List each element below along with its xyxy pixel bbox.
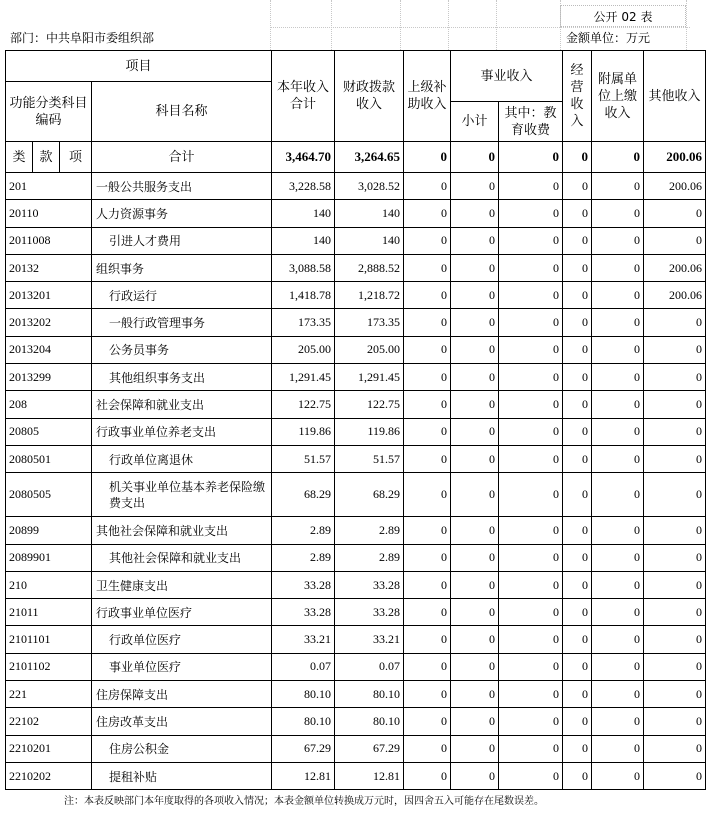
amount-cell: 0 [563, 544, 592, 571]
amount-cell: 0 [451, 282, 499, 309]
amount-cell: 80.10 [272, 681, 335, 708]
amount-cell: 173.35 [335, 309, 404, 336]
amount-cell: 119.86 [272, 418, 335, 445]
subject-code: 20110 [6, 200, 92, 227]
amount-cell: 0 [592, 626, 644, 653]
amount-cell: 0 [592, 762, 644, 789]
amount-cell: 0 [451, 762, 499, 789]
amount-cell: 0.07 [335, 653, 404, 680]
subject-code: 2089901 [6, 544, 92, 571]
amount-cell: 0 [451, 391, 499, 418]
amount-cell: 119.86 [335, 418, 404, 445]
amount-cell: 0 [404, 681, 451, 708]
sheet-gridline [496, 0, 497, 50]
header-operating: 经营收入 [563, 51, 592, 142]
amount-cell: 0 [644, 473, 706, 517]
header-education: 其中：教育收费 [499, 102, 563, 142]
amount-cell: 0 [563, 599, 592, 626]
amount-cell: 0 [499, 681, 563, 708]
income-table [5, 50, 706, 790]
header-item: 项目 [6, 51, 272, 82]
amount-cell: 0 [499, 200, 563, 227]
amount-cell: 1,418.78 [272, 282, 335, 309]
amount-cell: 0 [563, 173, 592, 200]
amount-cell: 0 [563, 762, 592, 789]
total-value: 0 [563, 142, 592, 173]
subject-code: 20805 [6, 418, 92, 445]
amount-cell: 0 [592, 681, 644, 708]
amount-cell: 0 [404, 227, 451, 254]
table-row [6, 200, 706, 227]
header-subject-name: 科目名称 [92, 82, 272, 142]
amount-cell: 0 [499, 282, 563, 309]
subject-name: 行政事业单位医疗 [92, 599, 272, 626]
amount-cell: 2.89 [272, 544, 335, 571]
subject-name: 行政单位离退休 [92, 445, 272, 472]
table-row [6, 364, 706, 391]
amount-cell: 0 [499, 473, 563, 517]
amount-cell: 0 [563, 653, 592, 680]
header-kuan: 款 [33, 142, 60, 173]
total-value: 0 [499, 142, 563, 173]
amount-cell: 0 [644, 227, 706, 254]
subject-code: 20899 [6, 517, 92, 544]
subject-code: 2011008 [6, 227, 92, 254]
amount-cell: 0 [404, 735, 451, 762]
amount-cell: 33.28 [335, 599, 404, 626]
amount-cell: 0 [563, 735, 592, 762]
subject-name: 行政单位医疗 [92, 626, 272, 653]
amount-cell: 0 [644, 762, 706, 789]
table-row [6, 445, 706, 472]
subject-name: 一般行政管理事务 [92, 309, 272, 336]
total-label: 合计 [92, 142, 272, 173]
amount-cell: 0 [592, 227, 644, 254]
amount-cell: 0 [451, 418, 499, 445]
amount-cell: 0 [404, 200, 451, 227]
subject-name: 住房保障支出 [92, 681, 272, 708]
table-row [6, 626, 706, 653]
amount-cell: 80.10 [335, 681, 404, 708]
total-value: 3,464.70 [272, 142, 335, 173]
sheet-gridline [331, 0, 332, 50]
amount-cell: 0 [451, 227, 499, 254]
amount-cell: 0 [404, 517, 451, 544]
subject-code: 21011 [6, 599, 92, 626]
amount-cell: 0 [451, 309, 499, 336]
amount-cell: 33.28 [272, 571, 335, 598]
subject-code: 2013299 [6, 364, 92, 391]
header-superior: 上级补助收入 [404, 51, 451, 142]
amount-cell: 0 [499, 571, 563, 598]
amount-cell: 0 [563, 473, 592, 517]
amount-cell: 0 [404, 708, 451, 735]
amount-cell: 0 [499, 517, 563, 544]
amount-cell: 0 [592, 173, 644, 200]
amount-cell: 0 [499, 336, 563, 363]
subject-name: 组织事务 [92, 254, 272, 281]
amount-cell: 2,888.52 [335, 254, 404, 281]
amount-cell: 2.89 [335, 544, 404, 571]
amount-cell: 80.10 [272, 708, 335, 735]
amount-cell: 0 [592, 445, 644, 472]
header-lei: 类 [6, 142, 33, 173]
amount-cell: 0 [404, 309, 451, 336]
amount-cell: 0 [404, 282, 451, 309]
amount-cell: 0 [563, 626, 592, 653]
amount-cell: 33.21 [335, 626, 404, 653]
amount-cell: 0 [563, 708, 592, 735]
table-row [6, 173, 706, 200]
amount-cell: 205.00 [272, 336, 335, 363]
subject-name: 住房改革支出 [92, 708, 272, 735]
amount-cell: 0 [499, 254, 563, 281]
amount-cell: 1,291.45 [272, 364, 335, 391]
unit-label: 金额单位：万元 [566, 31, 651, 45]
amount-cell: 12.81 [272, 762, 335, 789]
amount-cell: 0 [451, 708, 499, 735]
amount-cell: 0 [404, 599, 451, 626]
amount-cell: 0 [404, 445, 451, 472]
amount-cell: 0 [451, 336, 499, 363]
subject-code: 2080505 [6, 473, 92, 517]
header-xiang: 项 [60, 142, 92, 173]
total-value: 0 [592, 142, 644, 173]
total-value: 0 [404, 142, 451, 173]
subject-code: 2013202 [6, 309, 92, 336]
amount-cell: 0 [451, 254, 499, 281]
amount-cell: 140 [272, 200, 335, 227]
sheet-gridline [270, 0, 271, 50]
subject-code: 2210201 [6, 735, 92, 762]
amount-cell: 0 [592, 571, 644, 598]
amount-cell: 0 [644, 735, 706, 762]
header-affiliated: 附属单位上缴收入 [592, 51, 644, 142]
amount-cell: 0 [451, 173, 499, 200]
amount-cell: 0 [592, 735, 644, 762]
amount-cell: 0 [644, 445, 706, 472]
amount-cell: 0 [499, 599, 563, 626]
subject-code: 221 [6, 681, 92, 708]
amount-cell: 0 [451, 626, 499, 653]
subject-code: 2210202 [6, 762, 92, 789]
table-row [6, 227, 706, 254]
amount-cell: 0 [644, 309, 706, 336]
amount-cell: 0 [404, 626, 451, 653]
amount-cell: 0 [404, 571, 451, 598]
amount-cell: 80.10 [335, 708, 404, 735]
amount-cell: 0 [644, 517, 706, 544]
amount-cell: 0 [499, 418, 563, 445]
subject-code: 20132 [6, 254, 92, 281]
amount-cell: 0 [644, 599, 706, 626]
header-business: 事业收入 [451, 51, 563, 102]
amount-cell: 0 [644, 626, 706, 653]
amount-cell: 0 [499, 173, 563, 200]
amount-cell: 0 [451, 735, 499, 762]
amount-cell: 3,028.52 [335, 173, 404, 200]
amount-cell: 68.29 [335, 473, 404, 517]
amount-cell: 0 [592, 708, 644, 735]
amount-cell: 0 [451, 473, 499, 517]
amount-cell: 2.89 [272, 517, 335, 544]
subject-name: 其他社会保障和就业支出 [92, 517, 272, 544]
amount-cell: 0 [563, 517, 592, 544]
subject-name: 公务员事务 [92, 336, 272, 363]
amount-cell: 67.29 [335, 735, 404, 762]
amount-cell: 3,228.58 [272, 173, 335, 200]
amount-cell: 0 [644, 681, 706, 708]
amount-cell: 0 [592, 517, 644, 544]
subject-code: 201 [6, 173, 92, 200]
table-row [6, 517, 706, 544]
amount-cell: 0.07 [272, 653, 335, 680]
amount-cell: 0 [563, 200, 592, 227]
amount-cell: 0 [451, 544, 499, 571]
amount-cell: 0 [404, 254, 451, 281]
amount-cell: 1,218.72 [335, 282, 404, 309]
header-func-code: 功能分类科目编码 [6, 82, 92, 142]
table-row [6, 336, 706, 363]
total-value: 0 [451, 142, 499, 173]
table-row [6, 473, 706, 517]
table-row [6, 418, 706, 445]
amount-cell: 0 [644, 418, 706, 445]
amount-cell: 0 [644, 544, 706, 571]
subject-code: 2013204 [6, 336, 92, 363]
subject-name: 引进人才费用 [92, 227, 272, 254]
subject-name: 事业单位医疗 [92, 653, 272, 680]
form-code: 公开 02 表 [560, 5, 686, 27]
sheet-gridline [448, 0, 449, 50]
amount-cell: 200.06 [644, 282, 706, 309]
amount-cell: 173.35 [272, 309, 335, 336]
table-row [6, 309, 706, 336]
sheet-gridline [400, 0, 401, 50]
amount-cell: 0 [499, 445, 563, 472]
header-other: 其他收入 [644, 51, 706, 142]
amount-cell: 0 [592, 282, 644, 309]
amount-cell: 33.28 [272, 599, 335, 626]
amount-cell: 0 [451, 599, 499, 626]
amount-cell: 0 [644, 364, 706, 391]
amount-cell: 0 [499, 762, 563, 789]
department-label: 部门：中共阜阳市委组织部 [10, 31, 155, 45]
subject-code: 2080501 [6, 445, 92, 472]
table-row [6, 254, 706, 281]
table-row [6, 708, 706, 735]
sheet-gridline [686, 0, 687, 50]
amount-cell: 200.06 [644, 173, 706, 200]
amount-cell: 0 [644, 200, 706, 227]
subject-code: 2101102 [6, 653, 92, 680]
amount-cell: 0 [451, 445, 499, 472]
amount-cell: 0 [592, 544, 644, 571]
amount-cell: 0 [404, 336, 451, 363]
amount-cell: 0 [592, 309, 644, 336]
amount-cell: 0 [644, 571, 706, 598]
amount-cell: 0 [404, 762, 451, 789]
table-row [6, 735, 706, 762]
amount-cell: 0 [563, 364, 592, 391]
amount-cell: 0 [592, 418, 644, 445]
subject-code: 210 [6, 571, 92, 598]
subject-name: 卫生健康支出 [92, 571, 272, 598]
header-total: 本年收入合计 [272, 51, 335, 142]
amount-cell: 0 [592, 336, 644, 363]
amount-cell: 200.06 [644, 254, 706, 281]
table-row [6, 282, 706, 309]
amount-cell: 0 [592, 653, 644, 680]
amount-cell: 0 [563, 336, 592, 363]
header-fiscal: 财政拨款收入 [335, 51, 404, 142]
amount-cell: 0 [644, 336, 706, 363]
amount-cell: 0 [563, 282, 592, 309]
total-value: 200.06 [644, 142, 706, 173]
table-row [6, 599, 706, 626]
amount-cell: 0 [592, 391, 644, 418]
amount-cell: 122.75 [272, 391, 335, 418]
amount-cell: 0 [563, 418, 592, 445]
subject-code: 22102 [6, 708, 92, 735]
table-row [6, 681, 706, 708]
amount-cell: 51.57 [272, 445, 335, 472]
table-row [6, 391, 706, 418]
amount-cell: 0 [451, 200, 499, 227]
subject-code: 2013201 [6, 282, 92, 309]
subject-name: 其他组织事务支出 [92, 364, 272, 391]
amount-cell: 0 [499, 364, 563, 391]
amount-cell: 122.75 [335, 391, 404, 418]
amount-cell: 68.29 [272, 473, 335, 517]
amount-cell: 0 [644, 653, 706, 680]
amount-cell: 0 [404, 173, 451, 200]
amount-cell: 2.89 [335, 517, 404, 544]
amount-cell: 0 [499, 227, 563, 254]
amount-cell: 0 [499, 309, 563, 336]
amount-cell: 140 [335, 227, 404, 254]
amount-cell: 0 [563, 227, 592, 254]
amount-cell: 0 [404, 473, 451, 517]
table-row [6, 762, 706, 789]
subject-name: 机关事业单位基本养老保险缴费支出 [92, 473, 272, 517]
footnote: 注：本表反映部门本年度取得的各项收入情况；本表金额单位转换成万元时，因四舍五入可能存在尾数误差。 [64, 796, 544, 807]
amount-cell: 0 [592, 200, 644, 227]
subject-name: 其他社会保障和就业支出 [92, 544, 272, 571]
amount-cell: 0 [592, 364, 644, 391]
subject-name: 一般公共服务支出 [92, 173, 272, 200]
amount-cell: 0 [451, 517, 499, 544]
amount-cell: 205.00 [335, 336, 404, 363]
amount-cell: 12.81 [335, 762, 404, 789]
amount-cell: 0 [499, 544, 563, 571]
subject-name: 提租补贴 [92, 762, 272, 789]
amount-cell: 140 [335, 200, 404, 227]
header-subtotal: 小计 [451, 102, 499, 142]
total-value: 3,264.65 [335, 142, 404, 173]
amount-cell: 0 [592, 473, 644, 517]
amount-cell: 0 [644, 391, 706, 418]
subject-code: 208 [6, 391, 92, 418]
subject-code: 2101101 [6, 626, 92, 653]
amount-cell: 67.29 [272, 735, 335, 762]
amount-cell: 51.57 [335, 445, 404, 472]
amount-cell: 0 [563, 445, 592, 472]
amount-cell: 0 [499, 735, 563, 762]
table-row [6, 653, 706, 680]
amount-cell: 0 [499, 391, 563, 418]
subject-name: 人力资源事务 [92, 200, 272, 227]
amount-cell: 0 [592, 254, 644, 281]
amount-cell: 140 [272, 227, 335, 254]
amount-cell: 0 [404, 418, 451, 445]
amount-cell: 0 [563, 391, 592, 418]
subject-name: 社会保障和就业支出 [92, 391, 272, 418]
amount-cell: 0 [499, 708, 563, 735]
amount-cell: 0 [563, 571, 592, 598]
subject-name: 行政事业单位养老支出 [92, 418, 272, 445]
amount-cell: 0 [563, 254, 592, 281]
amount-cell: 0 [592, 599, 644, 626]
subject-name: 行政运行 [92, 282, 272, 309]
amount-cell: 0 [451, 364, 499, 391]
amount-cell: 1,291.45 [335, 364, 404, 391]
amount-cell: 0 [404, 391, 451, 418]
amount-cell: 0 [563, 681, 592, 708]
amount-cell: 0 [499, 653, 563, 680]
amount-cell: 0 [451, 681, 499, 708]
amount-cell: 0 [563, 309, 592, 336]
subject-name: 住房公积金 [92, 735, 272, 762]
amount-cell: 0 [499, 626, 563, 653]
amount-cell: 0 [451, 571, 499, 598]
amount-cell: 0 [404, 544, 451, 571]
amount-cell: 0 [404, 364, 451, 391]
table-row [6, 544, 706, 571]
amount-cell: 0 [451, 653, 499, 680]
amount-cell: 0 [644, 708, 706, 735]
table-row [6, 571, 706, 598]
amount-cell: 3,088.58 [272, 254, 335, 281]
amount-cell: 33.28 [335, 571, 404, 598]
amount-cell: 0 [404, 653, 451, 680]
amount-cell: 33.21 [272, 626, 335, 653]
